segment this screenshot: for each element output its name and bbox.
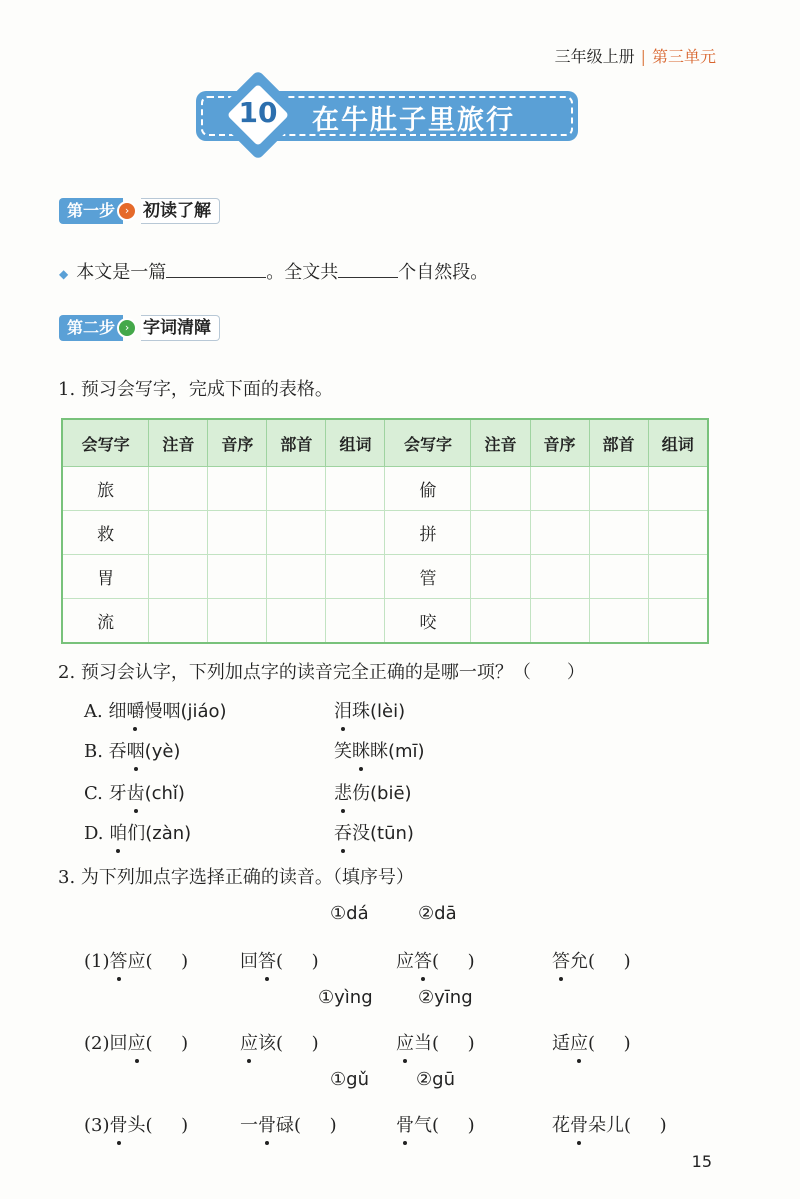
lesson-number: 10: [238, 96, 278, 129]
pinyin: (jiáo): [180, 701, 227, 722]
grade-label: 三年级上册: [554, 47, 635, 66]
answer-cell[interactable]: [149, 511, 208, 555]
reading-option: ①yìng: [318, 987, 373, 1008]
dotted-char: 应: [570, 1033, 588, 1054]
q2-prompt: 2. 预习会认字，下列加点字的读音完全正确的是哪一项？（ ）: [58, 662, 585, 683]
diamond-bullet-icon: ◆: [59, 267, 69, 281]
answer-cell[interactable]: [326, 511, 385, 555]
answer-cell[interactable]: [530, 511, 589, 555]
pinyin: (lèi): [370, 701, 406, 722]
dotted-char: 骨: [109, 1115, 128, 1136]
reading-option: ②gū: [416, 1069, 455, 1090]
answer-parens[interactable]: ( ): [432, 1033, 475, 1054]
char-cell: 偷: [385, 467, 471, 511]
answer-cell[interactable]: [267, 599, 326, 644]
answer-cell[interactable]: [208, 555, 267, 599]
word-item: (3)骨头( ): [84, 1115, 189, 1136]
table-header-cell: 组词: [648, 419, 708, 467]
dotted-char: 齿: [126, 783, 145, 804]
answer-cell[interactable]: [471, 467, 530, 511]
word-item: (2)回应( ): [84, 1033, 189, 1054]
word-item: 应答( ): [396, 951, 475, 972]
word-item: 骨气( ): [396, 1115, 475, 1136]
option-right: 泪珠(lèi): [334, 701, 406, 722]
word-item: 回答( ): [240, 951, 319, 972]
step1-heading: [59, 198, 220, 224]
table-row: [62, 555, 708, 599]
option-letter: C.: [84, 783, 109, 804]
dotted-char: 答: [414, 951, 432, 972]
dotted-char: 嚼: [126, 701, 145, 722]
answer-cell[interactable]: [648, 467, 708, 511]
answer-parens[interactable]: ( ): [145, 1115, 189, 1136]
item-number: (3): [84, 1115, 110, 1136]
char-cell: 胃: [62, 555, 149, 599]
dotted-char: 答: [552, 951, 570, 972]
table-header-cell: 部首: [267, 419, 326, 467]
arrow-right-icon: ›: [117, 201, 137, 221]
character-table: [61, 418, 709, 644]
dotted-char: 咱: [109, 823, 128, 844]
dotted-char: 应: [240, 1033, 258, 1054]
answer-cell[interactable]: [267, 555, 326, 599]
answer-cell[interactable]: [471, 511, 530, 555]
step2-label: 第二步: [59, 315, 123, 341]
table-header-cell: 部首: [589, 419, 648, 467]
option-left: C. 牙齿(chǐ): [84, 783, 185, 804]
step1-label: 第一步: [59, 198, 123, 224]
answer-cell[interactable]: [589, 467, 648, 511]
lesson-title: 在牛肚子里旅行: [312, 105, 515, 136]
table-body: [62, 467, 708, 644]
step1-sentence: ◆ 本文是一篇 。全文共 个自然段。: [59, 258, 488, 284]
arrow-right-icon: ›: [117, 318, 137, 338]
pinyin: (mī): [388, 741, 425, 762]
answer-cell[interactable]: [589, 511, 648, 555]
dotted-char: 答: [109, 951, 128, 972]
answer-parens[interactable]: ( ): [588, 951, 631, 972]
item-number: (2): [84, 1033, 110, 1054]
option-right: 笑眯眯(mī): [334, 741, 425, 762]
answer-parens[interactable]: ( ): [145, 1033, 189, 1054]
answer-cell[interactable]: [267, 467, 326, 511]
unit-label: 第三单元: [651, 47, 716, 66]
word-item: 应当( ): [396, 1033, 475, 1054]
word-item: 花骨朵儿( ): [552, 1115, 667, 1136]
word-item: (1)答应( ): [84, 951, 189, 972]
q1-prompt: 1. 预习会写字，完成下面的表格。: [58, 379, 333, 400]
answer-cell[interactable]: [208, 511, 267, 555]
answer-cell[interactable]: [208, 599, 267, 644]
word-item: 适应( ): [552, 1033, 631, 1054]
answer-cell[interactable]: [326, 467, 385, 511]
word-item: 应该( ): [240, 1033, 319, 1054]
option-letter: A.: [84, 701, 109, 722]
answer-cell[interactable]: [530, 599, 589, 644]
option-letter: D.: [84, 823, 110, 844]
answer-cell[interactable]: [471, 555, 530, 599]
step2-heading: [59, 315, 220, 341]
answer-cell[interactable]: [149, 467, 208, 511]
pinyin: (tūn): [370, 823, 414, 844]
q3-prompt: 3. 为下列加点字选择正确的读音。（填序号）: [58, 867, 414, 888]
dotted-char: 吞: [334, 823, 352, 844]
pinyin: (yè): [144, 741, 181, 762]
answer-cell[interactable]: [149, 555, 208, 599]
answer-cell[interactable]: [589, 599, 648, 644]
table-header-cell: 注音: [149, 419, 208, 467]
pinyin: (zàn): [145, 823, 192, 844]
table-header-cell: 音序: [208, 419, 267, 467]
answer-cell[interactable]: [208, 467, 267, 511]
reading-option: ②yīng: [418, 987, 473, 1008]
option-right: 吞没(tūn): [334, 823, 414, 844]
option-letter: B.: [84, 741, 109, 762]
table-header-cell: 会写字: [385, 419, 471, 467]
char-cell: 咬: [385, 599, 471, 644]
table-row: [62, 467, 708, 511]
answer-cell[interactable]: [648, 555, 708, 599]
dotted-char: 咽: [126, 741, 145, 762]
answer-parens[interactable]: ( ): [276, 1033, 319, 1054]
header-separator: |: [640, 47, 646, 66]
answer-parens[interactable]: ( ): [432, 1115, 475, 1136]
pinyin: (chǐ): [144, 783, 185, 804]
table-header-cell: 注音: [471, 419, 530, 467]
genre-blank[interactable]: [166, 259, 266, 278]
dotted-char: 骨: [258, 1115, 276, 1136]
reading-option: ①dá: [330, 903, 369, 924]
table-header-cell: 音序: [530, 419, 589, 467]
paragraph-count-blank[interactable]: [338, 259, 398, 278]
answer-parens[interactable]: ( ): [294, 1115, 337, 1136]
dotted-char: 应: [127, 1033, 146, 1054]
option-left: B. 吞咽(yè): [84, 741, 181, 762]
answer-cell[interactable]: [267, 511, 326, 555]
answer-cell[interactable]: [149, 599, 208, 644]
page-number: 15: [691, 1152, 712, 1171]
answer-cell[interactable]: [471, 599, 530, 644]
answer-cell[interactable]: [326, 599, 385, 644]
reading-option: ①gǔ: [330, 1069, 369, 1090]
answer-parens[interactable]: ( ): [624, 1115, 667, 1136]
option-right: 悲伤(biē): [334, 783, 412, 804]
table-row: [62, 511, 708, 555]
char-cell: 旅: [62, 467, 149, 511]
step1-title: 初读了解: [141, 198, 220, 224]
answer-cell[interactable]: [589, 555, 648, 599]
answer-parens[interactable]: ( ): [432, 951, 475, 972]
item-number: (1): [84, 951, 110, 972]
word-item: 一骨碌( ): [240, 1115, 337, 1136]
word-item: 答允( ): [552, 951, 631, 972]
page-header: [555, 44, 716, 67]
dotted-char: 骨: [396, 1115, 414, 1136]
answer-parens[interactable]: ( ): [588, 1033, 631, 1054]
dotted-char: 悲: [334, 783, 352, 804]
dotted-char: 眯: [352, 741, 370, 762]
pinyin: (biē): [370, 783, 412, 804]
dotted-char: 骨: [570, 1115, 588, 1136]
option-left: D. 咱们(zàn): [84, 823, 192, 844]
answer-cell[interactable]: [530, 555, 589, 599]
option-left: A. 细嚼慢咽(jiáo): [84, 701, 227, 722]
reading-option: ②dā: [418, 903, 457, 924]
dotted-char: 答: [258, 951, 276, 972]
table-header-row: [62, 419, 708, 467]
answer-parens[interactable]: ( ): [276, 951, 319, 972]
char-cell: 管: [385, 555, 471, 599]
char-cell: 流: [62, 599, 149, 644]
answer-parens[interactable]: ( ): [145, 951, 189, 972]
table-row: [62, 599, 708, 644]
dotted-char: 应: [396, 1033, 414, 1054]
table-header-cell: 会写字: [62, 419, 149, 467]
char-cell: 拼: [385, 511, 471, 555]
char-cell: 救: [62, 511, 149, 555]
table-header-cell: 组词: [326, 419, 385, 467]
dotted-char: 泪: [334, 701, 352, 722]
answer-cell[interactable]: [530, 467, 589, 511]
answer-cell[interactable]: [648, 599, 708, 644]
answer-cell[interactable]: [648, 511, 708, 555]
step2-title: 字词清障: [141, 315, 220, 341]
answer-cell[interactable]: [326, 555, 385, 599]
